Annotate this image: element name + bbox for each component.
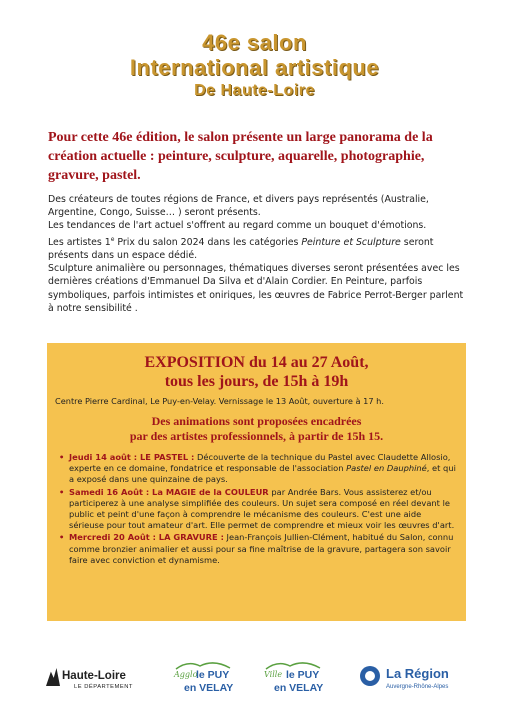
exposition-heading: EXPOSITION du 14 au 27 Août, tous les jours, de 15h à 19h <box>144 354 369 390</box>
title-line-2: International artistique <box>129 55 380 80</box>
region-ring-icon <box>360 666 380 686</box>
intro-paragraph: Pour cette 46e édition, le salon présente un large panorama de la création actuelle : peinture, sculpture, aquarelle, photographie, gravure, pastel. <box>48 130 433 183</box>
bullet-icon: • <box>59 486 65 497</box>
bullet-icon: • <box>59 532 65 543</box>
region-logo: La Région Auvergne-Rhône-Alpes <box>360 660 490 700</box>
ville-puy-logo: Ville le PUY en VELAY <box>260 660 330 700</box>
exposition-venue: Centre Pierre Cardinal, Le Puy-en-Velay. Vernissage le 13 Août, ouverture à 17 h. <box>55 396 384 406</box>
paragraph-prize: Les artistes 1e Prix du salon 2024 dans les catégories Peinture et Sculpture seront présents dans un espace dédié. <box>48 235 434 261</box>
haute-loire-logo: Haute-Loire LE DÉPARTEMENT <box>46 660 126 700</box>
title-line-1: 46e salon <box>202 30 307 55</box>
agglo-puy-logo: Agglo le PUY en VELAY <box>170 660 240 700</box>
sponsor-logos <box>30 660 490 700</box>
paragraph-trends: Les tendances de l'art actuel s'offrent au regard comme un bouquet d'émotions. <box>48 220 427 232</box>
exposition-box <box>47 343 466 621</box>
paragraph-creators: Des créateurs de toutes régions de France, et divers pays représentés (Australie, Argentine, Congo, Suisse… ) seront présents. <box>48 194 429 219</box>
event-pastel: • Jeudi 14 août : LE PASTEL : Découverte de la technique du Pastel avec Claudette Allosio, experte en ce domaine, fondatrice et responsable de l'association Pastel en Dauphiné, et qui a exposé dans une quinzaine de pays. <box>59 452 456 485</box>
title-line-3: De Haute-Loire <box>194 82 315 99</box>
events-list <box>47 452 466 566</box>
event-couleur: • Samedi 16 Août : La MAGIE de la COULEUR par Andrée Bars. Vous assisterez et/ou participerez à une analyse simplifiée des couleurs. Un sujet sera composé en réel devant le public et peint d'une façon à comprendre le mécanisme des couleurs. C'est une aide sérieuse pour tout amateur d'art. Elle permet de comprendre et mieux voir les œuvres d'art. <box>59 486 455 531</box>
poster-title <box>0 30 509 102</box>
event-gravure: • Mercredi 20 Août : LA GRAVURE : Jean-François Jullien-Clément, habitué du Salon, connu comme bronzier animalier et aussi pour sa fine maîtrise de la gravure, partagera son savoir faire avec conviction et dynamisme. <box>59 532 454 565</box>
mountain-icon <box>46 668 60 686</box>
paragraph-artists: Sculpture animalière ou personnages, thématiques diverses seront présentées avec les dernières créations d'Emmanuel Da Silva et d'Alain Cordier. En Peinture, parfois symboliques, parfois intimistes et oniriques, les œuvres de Fabrice Perrot-Berger parlent à notre sensibilité . <box>48 263 464 314</box>
description-text <box>48 193 466 315</box>
bullet-icon: • <box>59 452 65 462</box>
animations-heading: Des animations sont proposées encadrées par des artistes professionnels, à partir de 15h 15. <box>129 414 384 443</box>
